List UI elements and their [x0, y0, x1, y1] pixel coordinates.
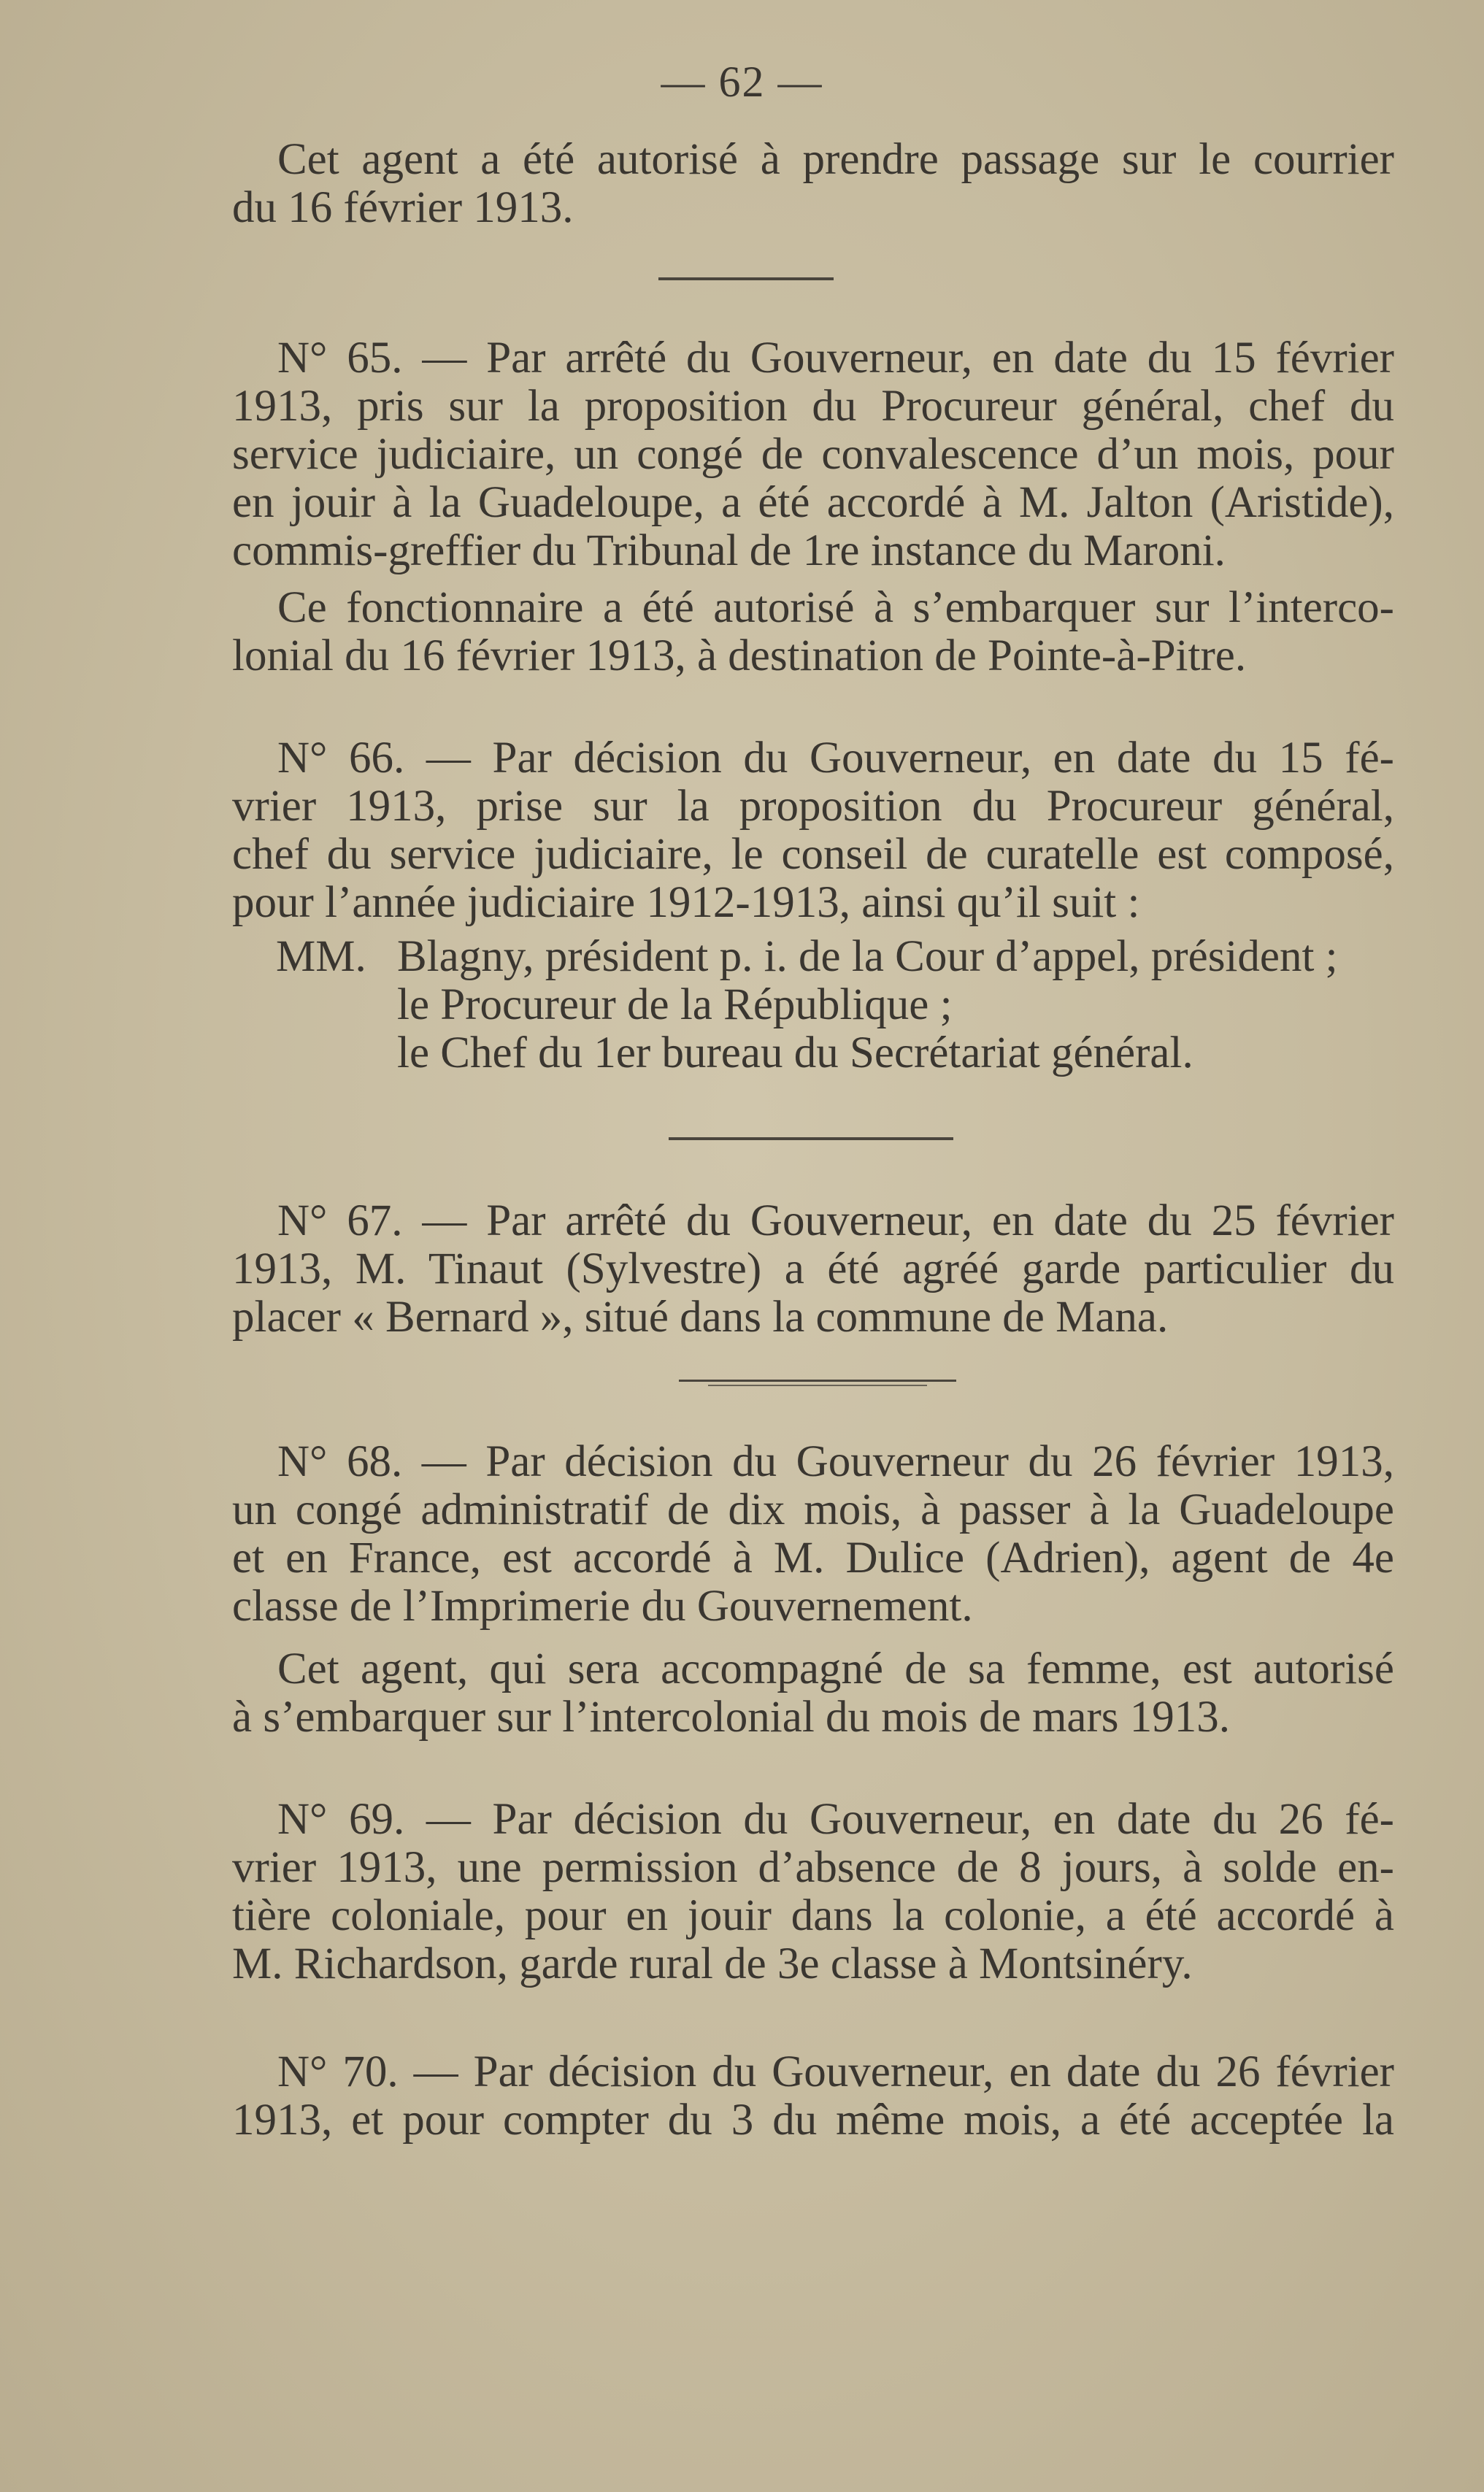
text-line: Ce fonctionnaire a été autorisé à s’embarquer sur l’interco-: [277, 583, 1394, 632]
paragraph-no-70: [232, 2048, 1394, 2145]
text-line: en jouir à la Guadeloupe, a été accordé à M. Jalton (Aristide),: [232, 478, 1394, 527]
text-line: N° 65. — Par arrêté du Gouverneur, en date du 15 février: [277, 334, 1394, 382]
text-line: tière coloniale, pour en jouir dans la colonie, a été accordé à: [232, 1891, 1394, 1940]
text-line: du 16 février 1913.: [232, 183, 574, 232]
paragraph-no-65-continued: [232, 584, 1394, 680]
text-line: et en France, est accordé à M. Dulice (Adrien), agent de 4e: [232, 1534, 1394, 1583]
text-line: service judiciaire, un congé de convalescence d’un mois, pour: [232, 430, 1394, 479]
members-label: MM.: [276, 932, 366, 981]
paragraph-no-65: [232, 334, 1394, 575]
council-members-list: [276, 933, 1394, 1077]
text-line: chef du service judiciaire, le conseil de curatelle est composé,: [232, 830, 1394, 879]
text-line: N° 67. — Par arrêté du Gouverneur, en date du 25 février: [277, 1196, 1394, 1245]
text-line: M. Richardson, garde rural de 3e classe à Montsinéry.: [232, 1939, 1193, 1988]
text-line: vrier 1913, prise sur la proposition du Procureur général,: [232, 782, 1394, 831]
paragraph-no-68: [232, 1438, 1394, 1631]
text-line: classe de l’Imprimerie du Gouvernement.: [232, 1582, 973, 1631]
text-line: N° 66. — Par décision du Gouverneur, en date du 15 fé-: [277, 734, 1394, 782]
separator-rule: [679, 1380, 956, 1382]
member-entry: Blagny, président p. i. de la Cour d’appel, président ;: [397, 932, 1338, 981]
text-line: commis-greffier du Tribunal de 1re instance du Maroni.: [232, 526, 1226, 575]
text-line: N° 70. — Par décision du Gouverneur, en date du 26 février: [277, 2047, 1394, 2096]
page-number: — 62 —: [661, 58, 823, 106]
text-line: vrier 1913, une permission d’absence de 8 jours, à solde en-: [232, 1843, 1394, 1892]
text-line: à s’embarquer sur l’intercolonial du mois de mars 1913.: [232, 1693, 1231, 1742]
text-line: Cet agent, qui sera accompagné de sa femme, est autorisé: [277, 1645, 1394, 1693]
text-line: N° 69. — Par décision du Gouverneur, en date du 26 fé-: [277, 1795, 1394, 1844]
list-item: [276, 981, 1394, 1029]
paragraph-no-66: [232, 734, 1394, 927]
list-item: [276, 1029, 1394, 1077]
text-line: N° 68. — Par décision du Gouverneur du 26 février 1913,: [277, 1437, 1394, 1486]
text-line: lonial du 16 février 1913, à destination de Pointe-à-Pitre.: [232, 631, 1247, 680]
member-entry: le Chef du 1er bureau du Secrétariat général.: [397, 1028, 1193, 1077]
paragraph-no-67: [232, 1197, 1394, 1342]
separator-rule: [669, 1137, 953, 1140]
text-line: 1913, et pour compter du 3 du même mois, a été acceptée la: [232, 2096, 1394, 2145]
text-line: un congé administratif de dix mois, à passer à la Guadeloupe: [232, 1485, 1394, 1534]
list-item: [276, 933, 1394, 981]
member-entry: le Procureur de la République ;: [397, 980, 953, 1029]
paragraph-no-69: [232, 1796, 1394, 1988]
paragraph-no-68-continued: [232, 1645, 1394, 1742]
paragraph-continuation: [232, 136, 1394, 232]
text-line: 1913, pris sur la proposition du Procureur général, chef du: [232, 382, 1394, 431]
text-line: pour l’année judiciaire 1912-1913, ainsi qu’il suit :: [232, 878, 1140, 927]
text-line: placer « Bernard », situé dans la commune de Mana.: [232, 1293, 1169, 1342]
separator-rule: [658, 277, 834, 280]
text-line: Cet agent a été autorisé à prendre passage sur le courrier: [277, 135, 1394, 184]
text-line: 1913, M. Tinaut (Sylvestre) a été agréé garde particulier du: [232, 1245, 1394, 1293]
